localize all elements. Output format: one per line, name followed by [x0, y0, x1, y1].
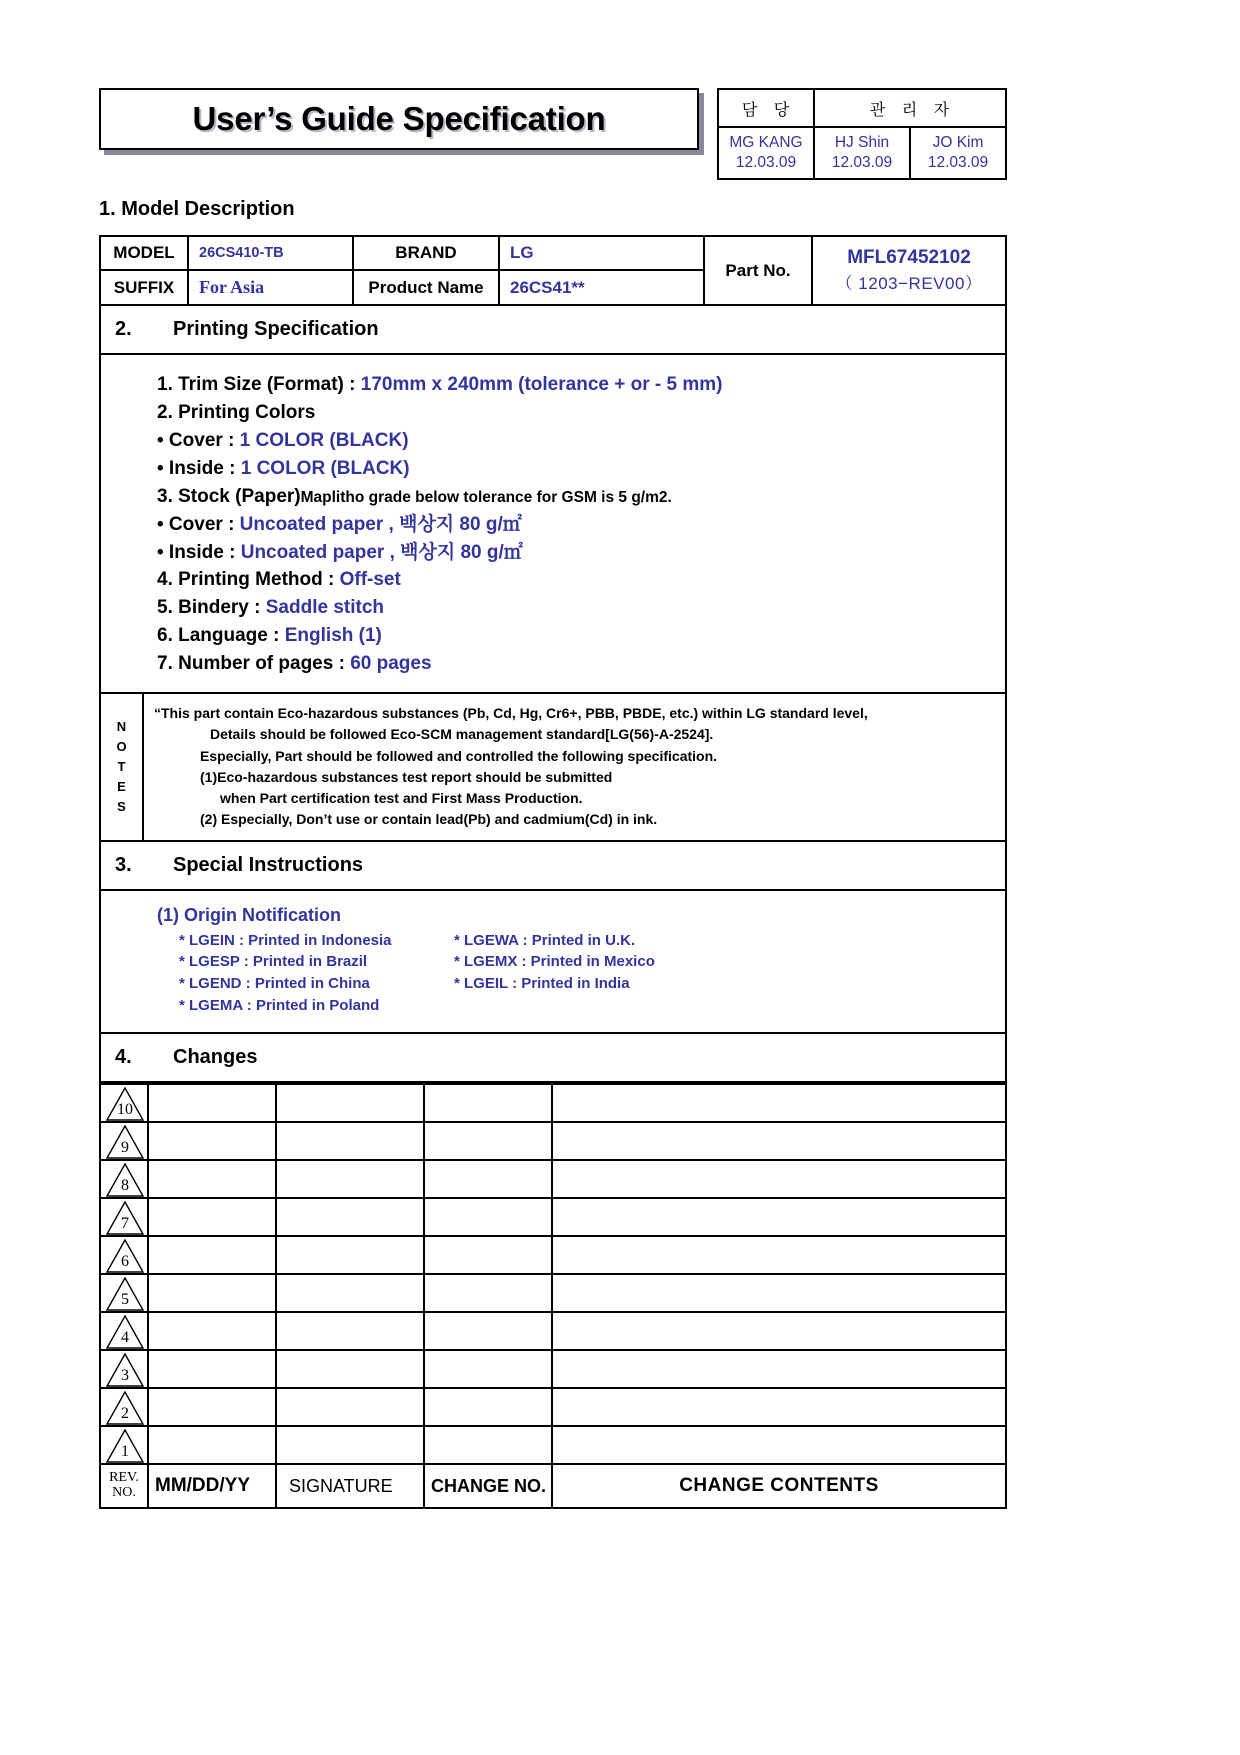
notes-letter-e: E: [117, 779, 126, 794]
signer-name: MG KANG: [729, 134, 803, 152]
product-name-label: Product Name: [353, 270, 499, 305]
table-row[interactable]: [100, 1274, 1006, 1312]
revision-marker-cell: [100, 1274, 148, 1312]
table-row[interactable]: [100, 1312, 1006, 1350]
change-signature-cell[interactable]: [276, 1236, 424, 1274]
spec-number-of-pages: [157, 650, 1005, 678]
section3-heading: [100, 841, 1006, 890]
origin-notification-block: [101, 891, 1005, 1032]
origin-right: * LGEIL : Printed in India: [454, 974, 630, 992]
changes-table: [99, 1083, 1007, 1509]
change-no-cell[interactable]: [424, 1388, 552, 1426]
model-label: MODEL: [100, 236, 188, 270]
section3-number: 3.: [115, 853, 132, 876]
revision-triangle-icon: [105, 1201, 145, 1235]
approval-signer-0: [718, 127, 814, 179]
specification-document: [99, 88, 1007, 1509]
change-no-cell[interactable]: [424, 1084, 552, 1122]
revision-triangle-icon: [105, 1429, 145, 1463]
section3-heading-row: [100, 841, 1006, 890]
change-contents-cell[interactable]: [552, 1426, 1006, 1464]
footer-signature: SIGNATURE: [276, 1464, 424, 1508]
section4-heading-row: [100, 1033, 1006, 1082]
origin-right: * LGEWA : Printed in U.K.: [454, 931, 636, 949]
stock-paper-note: Maplitho grade below tolerance for GSM is 5 g/m2.: [300, 488, 672, 506]
title-box: [99, 88, 699, 150]
change-signature-cell[interactable]: [276, 1274, 424, 1312]
spec-trim-size: [157, 371, 1005, 399]
change-contents-cell[interactable]: [552, 1312, 1006, 1350]
footer-change-no: CHANGE NO.: [424, 1464, 552, 1508]
section4-label: Changes: [173, 1046, 258, 1069]
pages-value: 60 pages: [350, 653, 432, 675]
change-date-cell[interactable]: [148, 1160, 276, 1198]
origin-left: * LGEMA : Printed in Poland: [179, 996, 380, 1014]
origin-notification-title: (1) Origin Notification: [157, 904, 341, 925]
signer-name: HJ Shin: [834, 134, 890, 152]
part-no-label: Part No.: [704, 236, 812, 305]
table-row[interactable]: [100, 1084, 1006, 1122]
change-contents-cell[interactable]: [552, 1122, 1006, 1160]
stock-paper-label: 3. Stock (Paper): [157, 485, 301, 507]
suffix-value: For Asia: [188, 270, 353, 305]
inside-color-label: • Inside :: [157, 457, 241, 479]
revision-number: 9: [121, 1139, 129, 1157]
approval-signer-2: [910, 127, 1006, 179]
footer-rev-line2: NO.: [112, 1485, 136, 1501]
cover-stock-label: • Cover :: [157, 513, 240, 535]
model-row: [100, 236, 1006, 270]
inside-stock-value: Uncoated paper , 백상지 80 g/㎡: [240, 541, 523, 563]
revision-number: 8: [121, 1177, 129, 1195]
revision-marker-cell: [100, 1388, 148, 1426]
signer-date: 12.03.09: [735, 154, 797, 171]
signer-date: 12.03.09: [831, 154, 893, 171]
spec-cover-color: [157, 427, 1005, 455]
notes-body: [143, 694, 1005, 840]
special-instructions-cell: [100, 890, 1006, 1033]
change-date-cell[interactable]: [148, 1426, 276, 1464]
notes-table: [101, 694, 1005, 840]
change-date-cell[interactable]: [148, 1198, 276, 1236]
notes-letter-t: T: [117, 758, 126, 774]
change-contents-cell[interactable]: [552, 1084, 1006, 1122]
approval-signer-1: [814, 127, 910, 179]
table-row[interactable]: [100, 1122, 1006, 1160]
cover-stock-value: Uncoated paper , 백상지 80 g/㎡: [239, 513, 522, 535]
revision-marker-cell: [100, 1084, 148, 1122]
section2-heading: [100, 305, 1006, 354]
origin-row: [157, 930, 1005, 952]
section1-number: 1.: [99, 198, 116, 220]
revision-number: 1: [121, 1443, 129, 1461]
change-no-cell[interactable]: [424, 1122, 552, 1160]
change-contents-cell[interactable]: [552, 1160, 1006, 1198]
signer-date: 12.03.09: [927, 154, 989, 171]
change-signature-cell[interactable]: [276, 1350, 424, 1388]
origin-row: [157, 995, 1005, 1017]
footer-change-contents: CHANGE CONTENTS: [552, 1464, 1006, 1508]
revision-triangle-icon: [105, 1315, 145, 1349]
printing-method-label: 4. Printing Method :: [157, 569, 340, 591]
origin-row: [157, 951, 1005, 973]
note-line-5: (2) Especially, Don’t use or contain lead(Pb) and cadmium(Cd) in ink.: [200, 811, 658, 828]
change-date-cell[interactable]: [148, 1274, 276, 1312]
origin-right: * LGEMX : Printed in Mexico: [454, 953, 655, 971]
origin-right: [454, 995, 754, 1017]
change-date-cell[interactable]: [148, 1312, 276, 1350]
printing-colors-label: 2. Printing Colors: [157, 401, 316, 423]
revision-number: 4: [121, 1329, 129, 1347]
main-specification-table: [99, 235, 1007, 1083]
spec-cover-stock: [157, 511, 1005, 539]
cover-color-value: 1 COLOR (BLACK): [239, 429, 409, 451]
revision-number: 3: [121, 1367, 129, 1385]
revision-triangle-icon: [105, 1239, 145, 1273]
origin-left: * LGESP : Printed in Brazil: [179, 953, 368, 971]
revision-marker-cell: [100, 1160, 148, 1198]
note-line-0: “This part contain Eco-hazardous substances (Pb, Cd, Hg, Cr6+, PBB, PBDE, etc.) within LG standard level,: [154, 705, 868, 722]
change-signature-cell[interactable]: [276, 1312, 424, 1350]
change-no-cell[interactable]: [424, 1160, 552, 1198]
revision-triangle-icon: [105, 1353, 145, 1387]
revision-triangle-icon: [105, 1277, 145, 1311]
revision-marker-cell: [100, 1426, 148, 1464]
revision-marker-cell: [100, 1122, 148, 1160]
change-signature-cell[interactable]: [276, 1084, 424, 1122]
spec-language: [157, 622, 1005, 650]
change-no-cell[interactable]: [424, 1426, 552, 1464]
change-date-cell[interactable]: [148, 1122, 276, 1160]
footer-rev-line1: REV.: [109, 1470, 139, 1486]
change-date-cell[interactable]: [148, 1236, 276, 1274]
change-no-cell[interactable]: [424, 1350, 552, 1388]
revision-number: 6: [121, 1253, 129, 1271]
inside-color-value: 1 COLOR (BLACK): [240, 457, 410, 479]
spec-printing-colors: [157, 399, 1005, 427]
spec-inside-stock: [157, 539, 1005, 567]
change-signature-cell[interactable]: [276, 1122, 424, 1160]
notes-row: [100, 693, 1006, 841]
table-row[interactable]: [100, 1388, 1006, 1426]
note-line-1: Details should be followed Eco-SCM management standard[LG(56)-A-2524].: [210, 726, 714, 743]
table-row[interactable]: [100, 1426, 1006, 1464]
approval-col2-header: 관 리 자: [814, 89, 1006, 127]
table-row[interactable]: [100, 1198, 1006, 1236]
revision-marker-cell: [100, 1312, 148, 1350]
origin-left: * LGEIN : Printed in Indonesia: [179, 931, 392, 949]
model-value: 26CS410-TB: [188, 236, 353, 270]
signer-name: JO Kim: [932, 134, 984, 152]
part-no-value: MFL67452102: [847, 247, 971, 268]
change-signature-cell[interactable]: [276, 1160, 424, 1198]
change-contents-cell[interactable]: [552, 1236, 1006, 1274]
origin-left: * LGEND : Printed in China: [179, 974, 370, 992]
table-row[interactable]: [100, 1160, 1006, 1198]
section2-body-row: [100, 354, 1006, 693]
origin-row: [157, 973, 1005, 995]
printing-spec-list: [101, 355, 1005, 692]
section3-body-row: [100, 890, 1006, 1033]
spec-printing-method: [157, 566, 1005, 594]
change-date-cell[interactable]: [148, 1350, 276, 1388]
printing-spec-cell: [100, 354, 1006, 693]
brand-value: LG: [499, 236, 704, 270]
note-line-2: Especially, Part should be followed and controlled the following specification.: [200, 747, 718, 764]
revision-number: 7: [121, 1215, 129, 1233]
product-name-value: 26CS41**: [499, 270, 704, 305]
table-row[interactable]: [100, 1350, 1006, 1388]
cover-color-label: • Cover :: [157, 429, 240, 451]
section2-label: Printing Specification: [173, 318, 379, 340]
part-no-cell: [812, 236, 1006, 305]
revision-triangle-icon: [105, 1163, 145, 1197]
section2-heading-row: [100, 305, 1006, 354]
spec-inside-color: [157, 455, 1005, 483]
change-no-cell[interactable]: [424, 1198, 552, 1236]
trim-size-label: 1. Trim Size (Format) :: [157, 374, 361, 395]
change-no-cell[interactable]: [424, 1274, 552, 1312]
notes-vertical-label: [101, 694, 143, 840]
footer-rev-no: [100, 1464, 148, 1508]
approval-table: [717, 88, 1007, 180]
change-contents-cell[interactable]: [552, 1274, 1006, 1312]
language-value: English (1): [284, 625, 382, 647]
table-row[interactable]: [100, 1236, 1006, 1274]
bindery-value: Saddle stitch: [265, 597, 384, 619]
revision-marker-cell: [100, 1350, 148, 1388]
notes-letter-s: S: [117, 799, 126, 815]
bindery-label: 5. Bindery :: [157, 597, 266, 619]
revision-number: 2: [121, 1405, 129, 1423]
notes-letter-o: O: [116, 738, 127, 754]
revision-triangle-icon: [105, 1125, 145, 1159]
revision-number: 10: [117, 1101, 133, 1119]
notes-cell: [100, 693, 1006, 841]
brand-label: BRAND: [353, 236, 499, 270]
change-signature-cell[interactable]: [276, 1388, 424, 1426]
approval-header-row: [718, 89, 1006, 127]
change-no-cell[interactable]: [424, 1312, 552, 1350]
document-header: [99, 88, 1007, 180]
change-signature-cell[interactable]: [276, 1426, 424, 1464]
change-contents-cell[interactable]: [552, 1198, 1006, 1236]
part-no-revision: （ 1203−REV00）: [835, 274, 983, 293]
note-line-3: (1)Eco-hazardous substances test report should be submitted: [200, 768, 613, 785]
revision-marker-cell: [100, 1198, 148, 1236]
revision-marker-cell: [100, 1236, 148, 1274]
suffix-label: SUFFIX: [100, 270, 188, 305]
pages-label: 7. Number of pages :: [157, 653, 351, 675]
section2-number: 2.: [115, 318, 132, 340]
language-label: 6. Language :: [157, 625, 285, 647]
approval-signature-row: [718, 127, 1006, 179]
section1-label: Model Description: [121, 198, 295, 220]
notes-letter-n: N: [116, 718, 127, 734]
printing-method-value: Off-set: [339, 569, 401, 591]
change-contents-cell[interactable]: [552, 1350, 1006, 1388]
inside-stock-label: • Inside :: [157, 541, 241, 563]
section4-heading: [100, 1033, 1006, 1082]
section3-label: Special Instructions: [173, 853, 364, 876]
page-title: User’s Guide Specification: [192, 100, 606, 137]
spec-stock-paper: [157, 483, 1005, 511]
revision-triangle-icon: [105, 1087, 145, 1121]
revision-triangle-icon: [105, 1391, 145, 1425]
change-date-cell[interactable]: [148, 1388, 276, 1426]
change-contents-cell[interactable]: [552, 1388, 1006, 1426]
spec-bindery: [157, 594, 1005, 622]
change-date-cell[interactable]: [148, 1084, 276, 1122]
footer-date-format: MM/DD/YY: [148, 1464, 276, 1508]
change-no-cell[interactable]: [424, 1236, 552, 1274]
revision-number: 5: [121, 1291, 129, 1309]
trim-size-value: 170mm x 240mm (tolerance + or - 5 mm): [360, 374, 723, 395]
section4-number: 4.: [115, 1046, 132, 1069]
approval-col1-header: 담 당: [718, 89, 814, 127]
note-line-4: when Part certification test and First Mass Production.: [220, 790, 583, 807]
change-signature-cell[interactable]: [276, 1198, 424, 1236]
changes-footer-row: [100, 1464, 1006, 1508]
section1-heading: [99, 198, 1007, 226]
